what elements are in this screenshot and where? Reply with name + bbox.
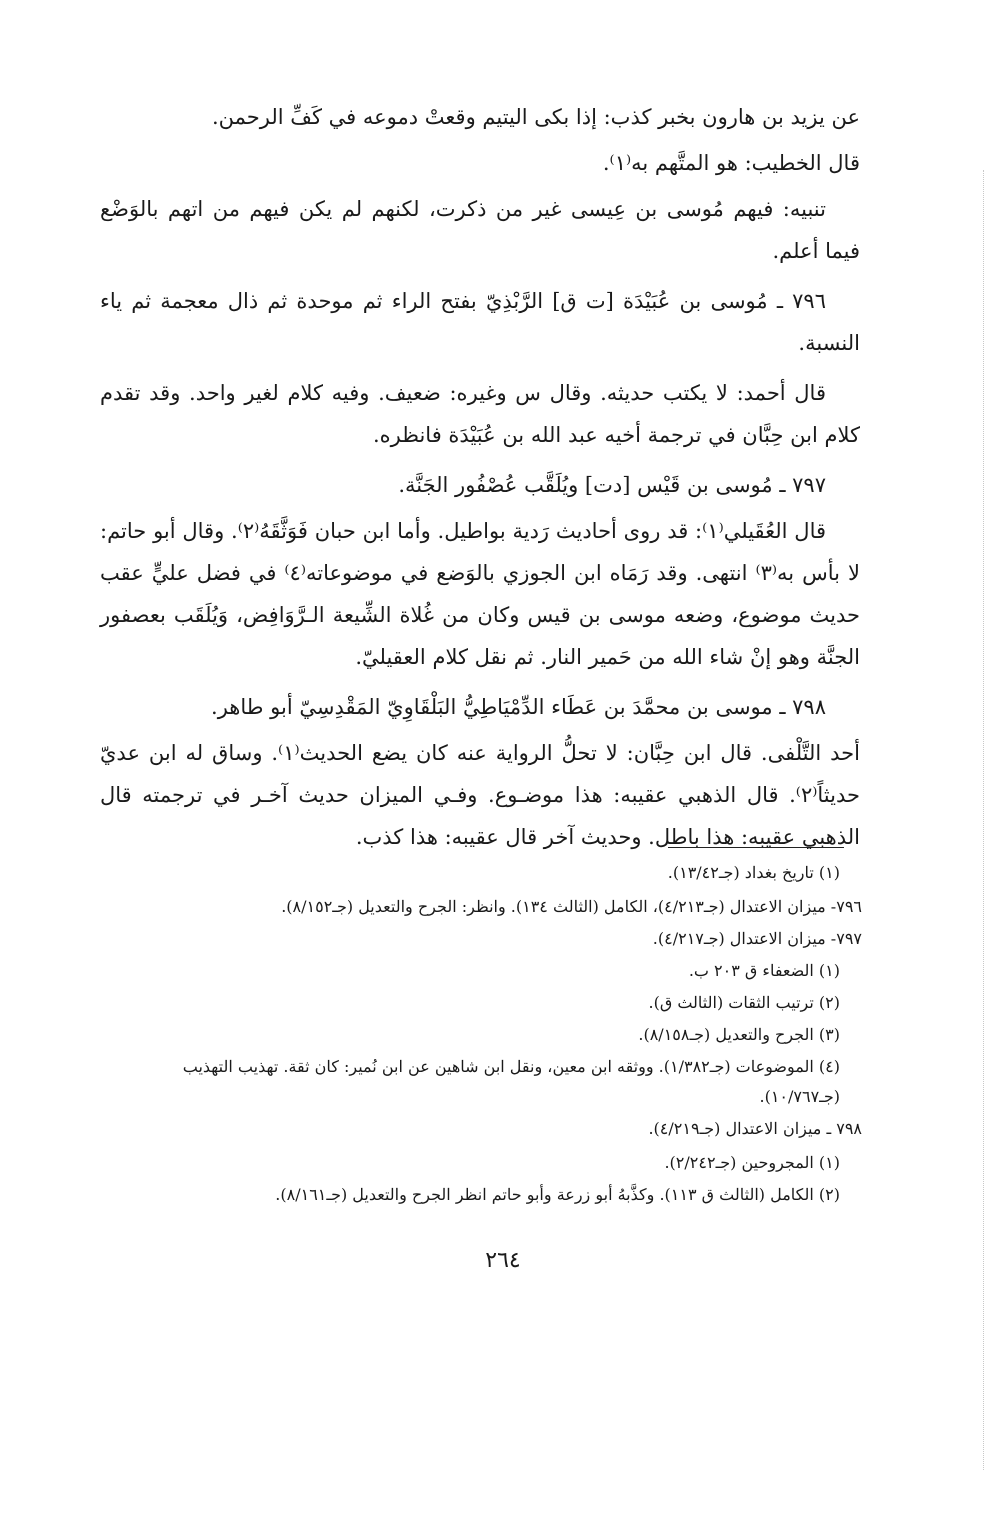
scan-edge-marks bbox=[983, 170, 984, 1470]
entry-797-heading: ٧٩٧ ـ مُوسى بن قَيْس [دت] ويُلَقَّب عُصْفُور الجَنَّة. bbox=[398, 473, 826, 497]
footnote: ٧٩٦- ميزان الاعتدال (جـ٤/٢١٣)، الكامل (الثالث ١٣٤). وانظر: الجرح والتعديل (جـ٨/١٥٢). bbox=[281, 897, 862, 916]
footnote: (٣) الجرح والتعديل (جـ٨/١٥٨). bbox=[638, 1025, 840, 1044]
paragraph-khatib: قال الخطيب: هو المتَّهم به⁽١⁾. bbox=[602, 151, 860, 175]
entry-797-body: قال العُقَيلي⁽١⁾: قد روى أحاديث رَدية بواطيل. وأما ابن حبان فَوَثَّقَهُ⁽٢⁾. وقال أبو حاتم: لا بأس به⁽٣⁾ انتهى. وقد رَمَاه ابن الجوزي بالوَضع في موضوعاته⁽٤⁾ في فضل عليٍّ عقب حديث موضوع، وضعه موسى بن قيس وكان من غُلاة الشِّيعة الـرَّوَافِض، وَيُلَقَب بعصفور الجنَّة وهو إنْ شاء الله من حَمير النار. ثم نقل كلام العقيليّ. bbox=[100, 519, 860, 669]
footnote-divider bbox=[668, 847, 844, 848]
entry-798-body: أحد التَّلْفى. قال ابن حِبَّان: لا تحلُّ الرواية عنه كان يضع الحديث⁽١⁾. وساق له ابن عديّ حديثاً⁽٢⁾. قال الذهبي عقيبه: هذا موضـوع. وفـي الميزان حديث آخـر في ترجمته قال الذهبي عقيبه: هذا باطل. وحديث آخر قال عقيبه: هذا كذب. bbox=[100, 741, 860, 849]
entry-796-heading: ٧٩٦ ـ مُوسى بن عُبَيْدَة [ت ق] الرَّبْذِيّ بفتح الراء ثم موحدة ثم ذال معجمة ثم ياء النسبة. bbox=[100, 289, 860, 355]
entry-796-body: قال أحمد: لا يكتب حديثه. وقال س وغيره: ضعيف. وفيه كلام لغير واحد. وقد تقدم كلام ابن حِبَّان في ترجمة أخيه عبد الله بن عُبَيْدَة فانظره. bbox=[100, 381, 860, 447]
footnote: (٢) الكامل (الثالث ق ١١٣). وكذَّبهُ أبو زرعة وأبو حاتم انظر الجرح والتعديل (جـ٨/١٦١). bbox=[275, 1185, 840, 1204]
footnote: ٧٩٨ ـ ميزان الاعتدال (جـ٤/٢١٩). bbox=[648, 1119, 862, 1138]
page-number: ٢٦٤ bbox=[485, 1248, 521, 1273]
footnote: (١) الضعفاء ق ٢٠٣ ب. bbox=[688, 961, 840, 980]
footnote: (٢) ترتيب الثقات (الثالث ق). bbox=[648, 993, 840, 1012]
entry-798-heading: ٧٩٨ ـ موسى بن محمَّدَ بن عَطَاء الدِّمْيَاطِيُّ البَلْقَاوِيّ المَقْدِسِيّ أبو طاهر. bbox=[211, 695, 826, 719]
footnote: ٧٩٧- ميزان الاعتدال (جـ٤/٢١٧). bbox=[652, 929, 862, 948]
paragraph-continuation: عن يزيد بن هارون بخبر كذب: إذا بكى اليتيم وقعتْ دموعه في كَفِّ الرحمن. bbox=[211, 105, 860, 129]
main-text bbox=[100, 96, 860, 862]
footnote: (١) تاريخ بغداد (جـ١٣/٤٢). bbox=[667, 863, 840, 882]
paragraph-note: تنبيه: فيهم مُوسى بن عِيسى غير من ذكرت، لكنهم لم يكن فيهم من اتهم بالوَضْع فيما أعلم. bbox=[100, 197, 860, 263]
footnote: (٤) الموضوعات (جـ١/٣٨٢). ووثقه ابن معين، ونقل ابن شاهين عن ابن نُمير: كان ثقة. تهذيب التهذيب (جـ١٠/٧٦٧). bbox=[182, 1057, 840, 1106]
footnote: (١) المجروحين (جـ٢/٢٤٢). bbox=[664, 1153, 840, 1172]
footnotes bbox=[110, 858, 862, 1212]
